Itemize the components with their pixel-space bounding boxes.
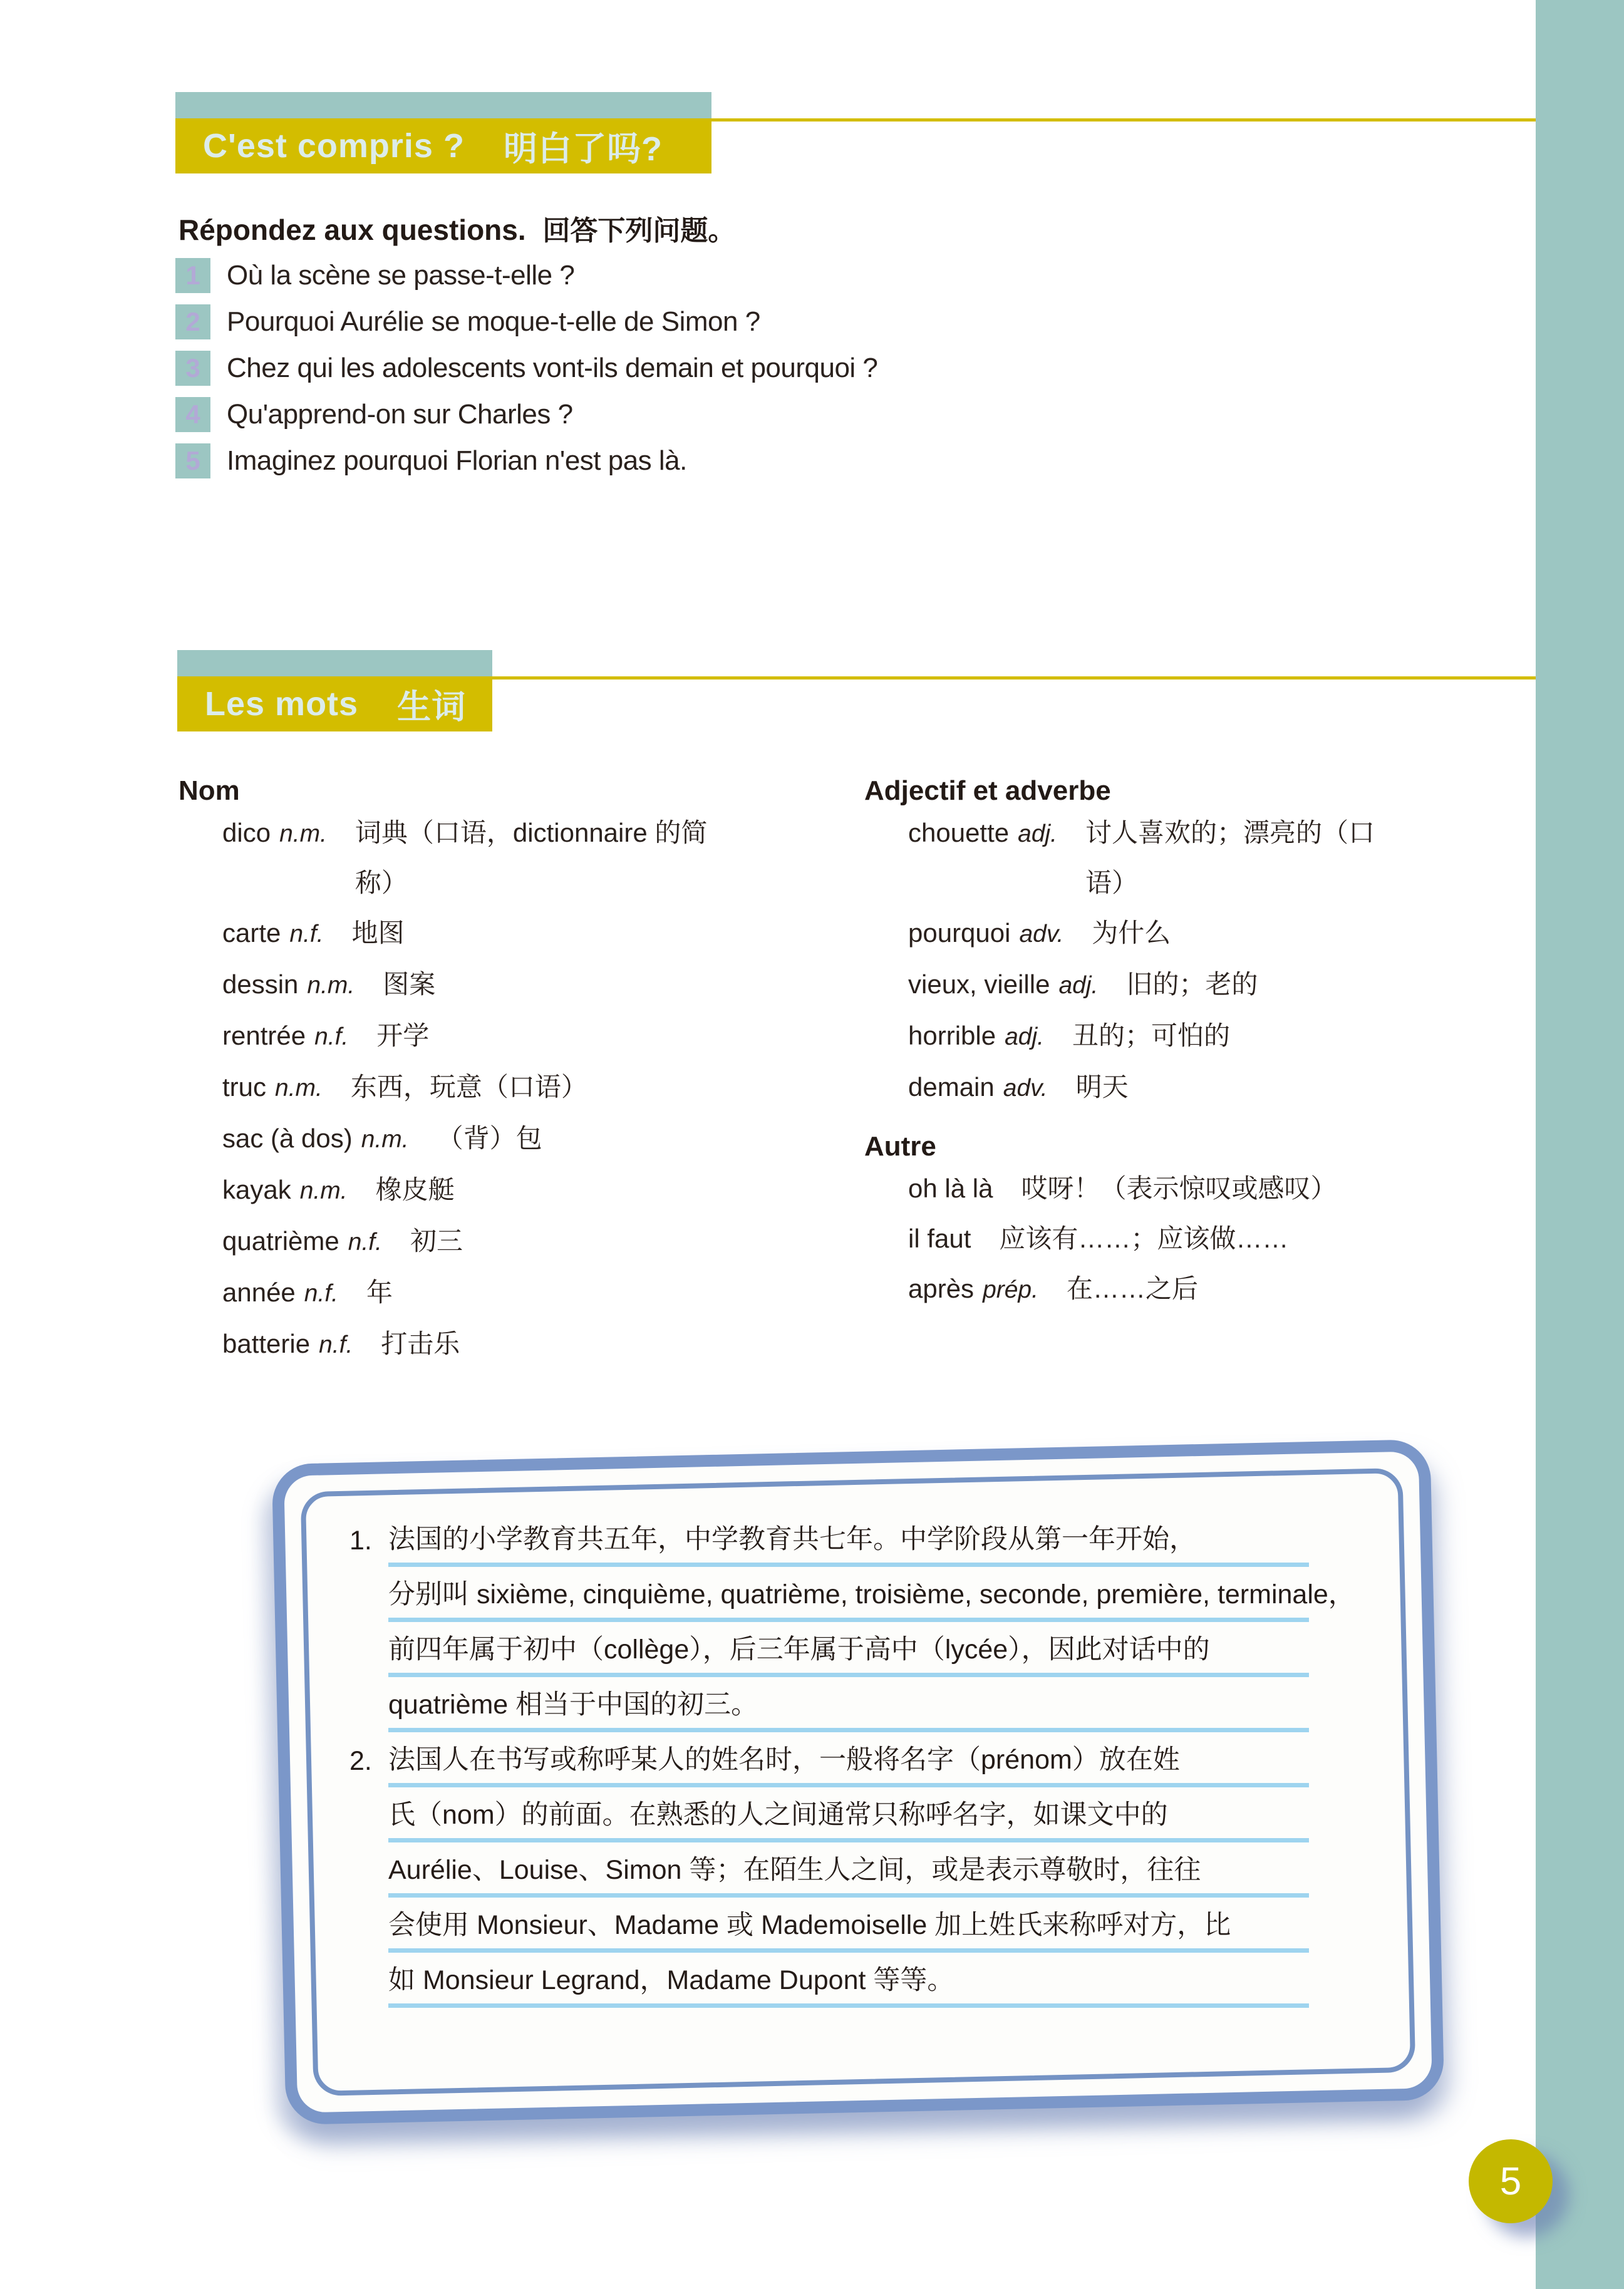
vocab-definition-chinese: 词典（口语，dictionnaire 的简称） bbox=[354, 818, 708, 897]
question-number-badge: 5 bbox=[175, 443, 210, 478]
vocab-definition-chinese: 打击乐 bbox=[381, 1329, 460, 1358]
note-line-text: Aurélie、Louise、Simon 等；在陌生人之间，或是表示尊敬时，往往 bbox=[388, 1855, 1201, 1885]
note-line-number: 1. bbox=[349, 1526, 372, 1556]
yellow-rule-middle bbox=[492, 676, 1536, 679]
instruction-chinese: 回答下列问题。 bbox=[542, 215, 736, 246]
vocab-word-french: il faut bbox=[908, 1224, 971, 1253]
question-row bbox=[175, 304, 877, 339]
question-row bbox=[175, 443, 877, 478]
vocab-part-of-speech: n.m. bbox=[307, 972, 355, 999]
note-line bbox=[388, 1787, 1309, 1842]
note-line-text: 如 Monsieur Legrand，Madame Dupont 等等。 bbox=[388, 1965, 954, 1995]
vocab-entry bbox=[222, 1216, 730, 1268]
note-line bbox=[388, 1677, 1309, 1732]
vocab-part-of-speech: n.f. bbox=[289, 921, 324, 948]
question-text: Imaginez pourquoi Florian n'est pas là. bbox=[227, 445, 687, 476]
vocab-word-french: oh là là bbox=[908, 1174, 993, 1203]
vocab-entry bbox=[908, 1011, 1390, 1062]
note-line-text: 分别叫 sixième, cinquième, quatrième, troisième, seconde, première, terminale， bbox=[388, 1579, 1355, 1610]
note-line bbox=[349, 1732, 1309, 1787]
vocab-word-french: kayak n.m. bbox=[222, 1175, 348, 1204]
banner-teal-strip bbox=[175, 92, 711, 118]
vocab-entry bbox=[908, 908, 1390, 959]
vocab-part-of-speech: n.m. bbox=[299, 1177, 348, 1204]
vocab-word-french: truc n.m. bbox=[222, 1072, 323, 1102]
section-title-chinese: 明白了吗? bbox=[503, 130, 663, 168]
banner-teal-strip bbox=[177, 650, 492, 676]
page-number: 5 bbox=[1499, 2159, 1522, 2203]
vocab-definition-chinese: 讨人喜欢的；漂亮的（口语） bbox=[1085, 818, 1375, 897]
vocab-entry bbox=[908, 1214, 1390, 1264]
question-number-badge: 4 bbox=[175, 397, 210, 432]
instruction-line bbox=[178, 208, 735, 248]
section-title-french: Les mots bbox=[205, 685, 359, 723]
vocab-part-of-speech: adv. bbox=[1003, 1075, 1048, 1102]
question-text: Pourquoi Aurélie se moque-t-elle de Simon ? bbox=[227, 306, 760, 337]
vocab-definition-chinese: 橡皮艇 bbox=[375, 1175, 455, 1204]
question-text: Où la scène se passe-t-elle ? bbox=[227, 260, 575, 291]
yellow-rule-top bbox=[711, 118, 1536, 121]
vocab-group-heading: Autre bbox=[864, 1131, 936, 1162]
question-row bbox=[175, 351, 877, 386]
note-line-text: 法国的小学教育共五年，中学教育共七年。中学阶段从第一年开始， bbox=[388, 1524, 1196, 1554]
vocab-entry bbox=[222, 1319, 730, 1370]
question-row bbox=[175, 397, 877, 432]
vocab-definition-chinese: 图案 bbox=[383, 969, 436, 999]
note-line bbox=[388, 1622, 1309, 1677]
vocab-word-french: vieux, vieille adj. bbox=[908, 969, 1099, 999]
vocab-entries bbox=[178, 808, 730, 1370]
vocab-part-of-speech: n.m. bbox=[279, 820, 327, 847]
note-line bbox=[349, 1512, 1309, 1567]
banner-title-bar bbox=[177, 676, 492, 731]
section-title-chinese: 生词 bbox=[397, 688, 467, 726]
note-line-text: 法国人在书写或称呼某人的姓名时，一般将名字（prénom）放在姓 bbox=[388, 1745, 1180, 1775]
vocab-word-french: batterie n.f. bbox=[222, 1329, 353, 1358]
question-text: Qu'apprend-on sur Charles ? bbox=[227, 399, 573, 430]
vocab-word-french: sac (à dos) n.m. bbox=[222, 1124, 409, 1153]
vocab-definition-chinese: 明天 bbox=[1075, 1072, 1129, 1102]
vocab-entries bbox=[864, 808, 1390, 1113]
page-number-badge bbox=[1469, 2139, 1553, 2223]
vocab-part-of-speech: adj. bbox=[1005, 1023, 1044, 1050]
vocab-entry bbox=[908, 959, 1390, 1011]
vocab-entry bbox=[908, 1062, 1390, 1113]
note-line bbox=[388, 1953, 1309, 2008]
vocab-word-french: pourquoi adv. bbox=[908, 918, 1064, 948]
note-line bbox=[388, 1842, 1309, 1898]
vocab-definition-chinese: 为什么 bbox=[1092, 918, 1171, 948]
vocab-column-left bbox=[178, 775, 730, 1370]
vocab-entry bbox=[222, 1011, 730, 1062]
note-line-text: 前四年属于初中（collège），后三年属于高中（lycée），因此对话中的 bbox=[388, 1635, 1210, 1665]
vocab-entry bbox=[908, 808, 1390, 908]
section-banner-comprehension bbox=[175, 92, 711, 173]
note-line-text: quatrième 相当于中国的初三。 bbox=[388, 1690, 758, 1720]
vocab-part-of-speech: adv. bbox=[1019, 921, 1064, 948]
vocab-word-french: rentrée n.f. bbox=[222, 1021, 349, 1050]
vocab-definition-chinese: 丑的；可怕的 bbox=[1072, 1021, 1230, 1050]
vocab-definition-chinese: 旧的；老的 bbox=[1126, 969, 1258, 999]
note-card bbox=[279, 1452, 1437, 2112]
vocab-word-french: année n.f. bbox=[222, 1278, 338, 1307]
vocab-group-heading: Adjectif et adverbe bbox=[864, 775, 1111, 806]
vocab-entry bbox=[222, 1113, 730, 1165]
section-title-french: C'est compris ? bbox=[203, 127, 465, 165]
question-number-badge: 2 bbox=[175, 304, 210, 339]
vocab-definition-chinese: 东西，玩意（口语） bbox=[350, 1072, 587, 1102]
vocab-part-of-speech: n.m. bbox=[361, 1126, 409, 1153]
vocab-entry bbox=[222, 1062, 730, 1113]
vocab-part-of-speech: n.f. bbox=[319, 1331, 353, 1358]
note-line bbox=[388, 1898, 1309, 1953]
vocab-entry bbox=[908, 1264, 1390, 1315]
vocab-part-of-speech: adj. bbox=[1058, 972, 1099, 999]
vocab-entry bbox=[908, 1164, 1390, 1214]
note-text-block bbox=[349, 1512, 1355, 2008]
vocab-group-heading: Nom bbox=[178, 775, 240, 806]
section-banner-vocabulary bbox=[177, 650, 492, 731]
question-number-badge: 1 bbox=[175, 258, 210, 293]
questions-list bbox=[175, 258, 877, 490]
vocab-group bbox=[864, 1131, 1390, 1315]
vocab-part-of-speech: n.f. bbox=[314, 1023, 349, 1050]
vocab-group bbox=[864, 775, 1390, 1113]
vocab-entry bbox=[222, 808, 730, 908]
vocab-entries bbox=[864, 1164, 1390, 1315]
question-text: Chez qui les adolescents vont-ils demain et pourquoi ? bbox=[227, 353, 878, 383]
vocab-part-of-speech: n.f. bbox=[304, 1280, 338, 1307]
vocab-entry bbox=[222, 959, 730, 1011]
vocab-word-french: chouette adj. bbox=[908, 818, 1058, 847]
vocab-definition-chinese: 开学 bbox=[376, 1021, 430, 1050]
vocab-word-french: dessin n.m. bbox=[222, 969, 355, 999]
vocab-part-of-speech: prép. bbox=[983, 1276, 1038, 1303]
vocab-column-right bbox=[864, 775, 1390, 1315]
vocab-definition-chinese: 初三 bbox=[410, 1226, 463, 1256]
vocab-entry bbox=[222, 1268, 730, 1319]
vocab-word-french: horrible adj. bbox=[908, 1021, 1044, 1050]
question-row bbox=[175, 258, 877, 293]
vocab-definition-chinese: 地图 bbox=[351, 918, 405, 948]
vocab-group bbox=[178, 775, 730, 1370]
question-number-badge: 3 bbox=[175, 351, 210, 386]
vocab-entry bbox=[222, 908, 730, 959]
vocab-definition-chinese: 哎呀！（表示惊叹或感叹） bbox=[1021, 1174, 1337, 1203]
vocab-part-of-speech: adj. bbox=[1018, 820, 1058, 847]
vocab-word-french: demain adv. bbox=[908, 1072, 1048, 1102]
vocab-definition-chinese: （背）包 bbox=[437, 1124, 542, 1153]
vocab-entry bbox=[222, 1165, 730, 1216]
banner-title-bar bbox=[175, 118, 711, 173]
vocab-part-of-speech: n.f. bbox=[348, 1229, 382, 1256]
vocab-word-french: carte n.f. bbox=[222, 918, 324, 948]
vocab-word-french: après prép. bbox=[908, 1274, 1038, 1303]
vocab-definition-chinese: 年 bbox=[366, 1278, 393, 1307]
vocab-word-french: dico n.m. bbox=[222, 818, 327, 847]
instruction-french: Répondez aux questions. bbox=[178, 214, 526, 246]
note-line-number: 2. bbox=[349, 1746, 372, 1776]
vocab-part-of-speech: n.m. bbox=[275, 1075, 323, 1102]
sidebar-accent-bar bbox=[1536, 0, 1624, 2289]
note-line-text: 会使用 Monsieur、Madame 或 Mademoiselle 加上姓氏来称呼对方，比 bbox=[388, 1910, 1231, 1940]
vocab-definition-chinese: 在……之后 bbox=[1066, 1274, 1198, 1303]
note-line-text: 氏（nom）的前面。在熟悉的人之间通常只称呼名字，如课文中的 bbox=[388, 1800, 1168, 1830]
vocab-word-french: quatrième n.f. bbox=[222, 1226, 382, 1256]
vocab-definition-chinese: 应该有……；应该做…… bbox=[999, 1224, 1289, 1253]
note-line bbox=[388, 1567, 1355, 1622]
